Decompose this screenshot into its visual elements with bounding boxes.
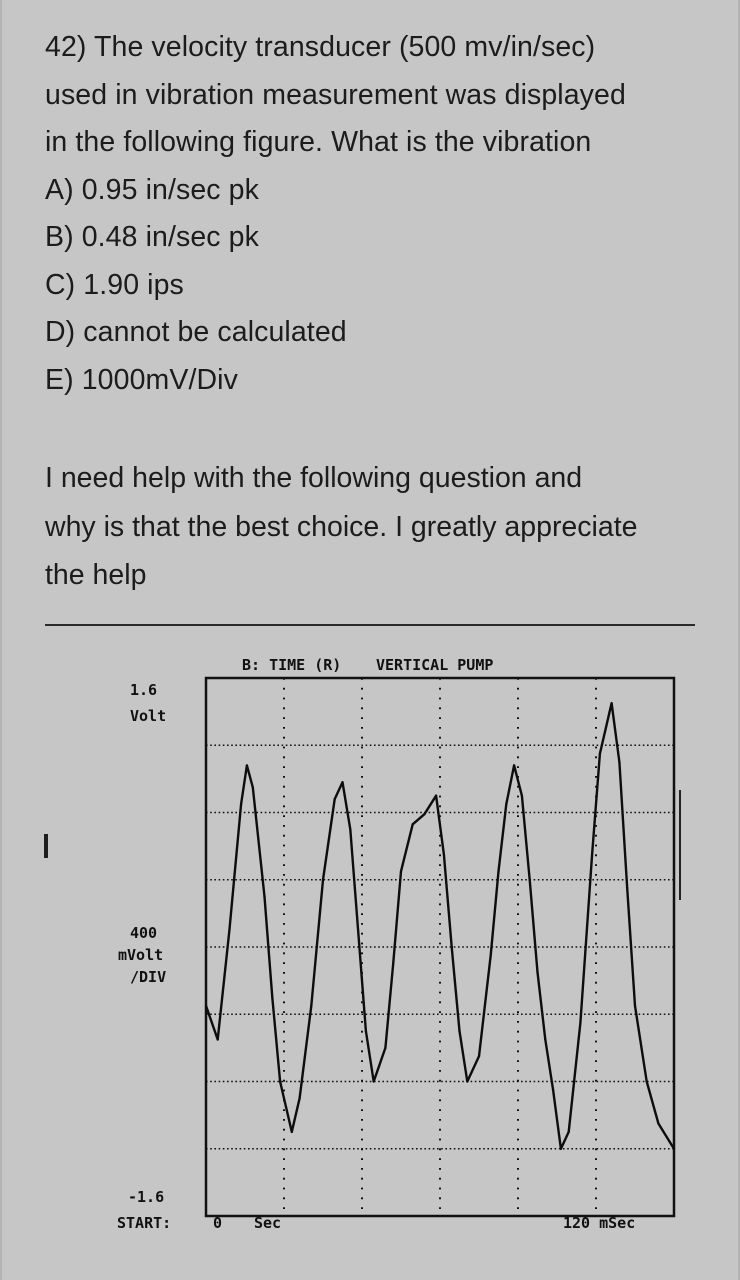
data-point xyxy=(228,929,230,931)
data-point xyxy=(240,803,242,805)
data-point xyxy=(310,1005,312,1007)
data-point xyxy=(536,971,538,973)
y-top-unit: Volt xyxy=(130,707,167,725)
data-point xyxy=(279,1080,281,1082)
data-point xyxy=(521,795,523,797)
data-point xyxy=(412,823,414,825)
option-a: A) 0.95 in/sec pk xyxy=(45,173,259,206)
y-top-value: 1.6 xyxy=(130,681,158,699)
data-point xyxy=(505,803,507,805)
data-point xyxy=(544,1038,546,1040)
data-point xyxy=(529,879,531,881)
divider xyxy=(45,624,695,626)
data-point xyxy=(490,954,492,956)
data-point xyxy=(291,1131,293,1133)
data-point xyxy=(271,996,273,998)
series-group xyxy=(205,702,675,1150)
data-point xyxy=(322,879,324,881)
data-point xyxy=(618,761,620,763)
scale-per-div: /DIV xyxy=(130,968,167,986)
data-point xyxy=(341,781,343,783)
data-point xyxy=(599,753,601,755)
data-point xyxy=(646,1080,648,1082)
plot-frame xyxy=(206,678,674,1216)
data-point xyxy=(392,963,394,965)
x-end-label: 120 mSec xyxy=(563,1214,636,1232)
option-e: E) 1000mV/Div xyxy=(45,363,238,396)
help-request-block xyxy=(45,454,715,600)
data-point xyxy=(400,870,402,872)
option-c: C) 1.90 ips xyxy=(45,268,184,301)
option-d: D) cannot be calculated xyxy=(45,316,347,348)
data-point xyxy=(246,764,248,766)
option-b: B) 0.48 in/sec pk xyxy=(45,221,259,253)
data-point xyxy=(513,764,515,766)
question-line-3: in the following figure. What is the vibration xyxy=(45,126,592,158)
x-start-label: START: xyxy=(117,1214,172,1232)
data-point xyxy=(478,1055,480,1057)
data-point xyxy=(299,1097,301,1099)
request-line-2: why is that the best choice. I greatly appreciate xyxy=(45,510,638,543)
data-point xyxy=(451,946,453,948)
data-point xyxy=(458,1030,460,1032)
data-point xyxy=(252,786,254,788)
scale-value: 400 xyxy=(130,924,158,942)
series-line xyxy=(206,703,674,1149)
data-point xyxy=(357,929,359,931)
data-point xyxy=(673,1148,675,1150)
question-line-1: 42) The velocity transducer (500 mv/in/sec) xyxy=(45,31,596,63)
request-line-3: the help xyxy=(45,559,147,591)
data-point xyxy=(657,1122,659,1124)
scale-unit: mVolt xyxy=(118,946,164,964)
x-start-unit: Sec xyxy=(254,1214,282,1232)
data-point xyxy=(568,1131,570,1133)
data-point xyxy=(373,1080,375,1082)
data-point xyxy=(579,1022,581,1024)
oscilloscope-chart xyxy=(0,640,740,1240)
data-point xyxy=(560,1148,562,1150)
data-point xyxy=(634,1005,636,1007)
data-point xyxy=(626,887,628,889)
data-point xyxy=(349,828,351,830)
data-point xyxy=(443,853,445,855)
question-line-2: used in vibration measurement was displayed xyxy=(45,78,626,111)
x-start-value: 0 xyxy=(213,1214,223,1232)
data-point xyxy=(466,1080,468,1082)
data-point xyxy=(205,1005,207,1007)
data-point xyxy=(334,798,336,800)
data-point xyxy=(263,896,265,898)
data-point xyxy=(287,1114,289,1116)
data-point xyxy=(611,702,613,704)
chart-grid xyxy=(206,678,674,1216)
data-point xyxy=(552,1089,554,1091)
chart-subtitle: VERTICAL PUMP xyxy=(376,656,494,674)
data-point xyxy=(365,1030,367,1032)
data-point xyxy=(423,813,425,815)
data-point xyxy=(384,1047,386,1049)
question-block xyxy=(45,24,715,404)
y-bottom-value: -1.6 xyxy=(128,1188,165,1206)
data-point xyxy=(497,870,499,872)
data-point xyxy=(591,853,593,855)
chart-title: B: TIME (R) xyxy=(242,656,342,674)
request-line-1: I need help with the following question and xyxy=(45,462,583,494)
data-point xyxy=(217,1038,219,1040)
data-point xyxy=(435,795,437,797)
